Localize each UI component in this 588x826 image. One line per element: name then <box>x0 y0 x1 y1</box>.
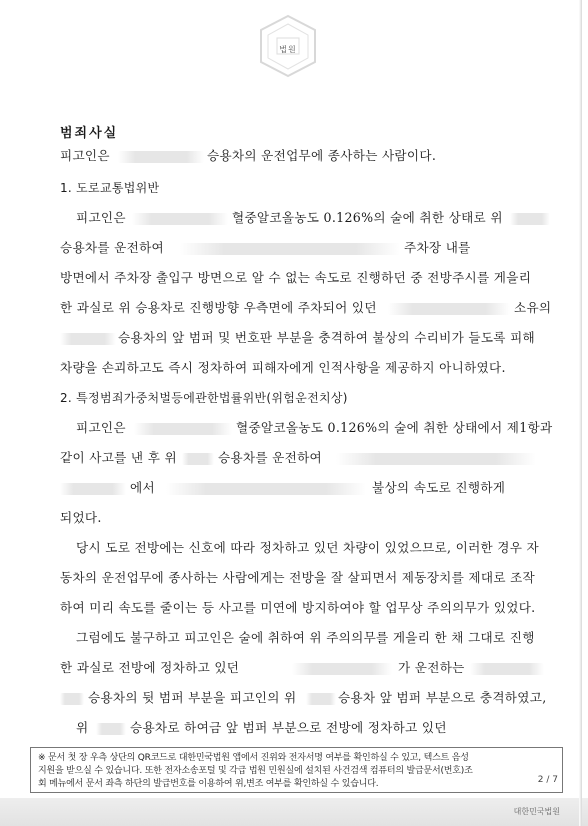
section1-line: 한 과실로 위 승용차로 진행방향 우측면에 주차되어 있던 <box>60 300 377 315</box>
redaction <box>166 483 366 495</box>
section2-line: 그럼에도 불구하고 피고인은 술에 취하여 위 주의의무를 게을리 한 채 그대로 진행 <box>76 630 535 645</box>
redaction <box>96 723 126 735</box>
redaction <box>60 693 84 705</box>
section2-line: 위 <box>76 720 89 735</box>
section2-line: 에서 <box>130 480 155 495</box>
redaction <box>336 453 536 465</box>
section2-heading: 2. 특정범죄가중처벌등에관한법률위반(위험운전치상) <box>60 391 348 405</box>
section2-line: 승용차의 뒷 범퍼 부분을 피고인의 위 <box>88 690 297 705</box>
section2-line: 승용차 앞 범퍼 부분으로 충격하였고, <box>338 690 547 705</box>
page-number: 2 / 7 <box>537 775 558 785</box>
redaction <box>388 303 510 315</box>
section2-line: 불상의 속도로 진행하게 <box>372 480 506 495</box>
verification-notice-line: 지원을 받으실 수 있습니다. 또한 전자소송포털 및 각급 법원 민원실에 설치된 사건검색 컴퓨터의 발급문서(번호)조 <box>38 766 473 776</box>
verification-notice-line: ※ 문서 첫 장 우측 상단의 QR코드로 대한민국법원 앱에서 진위와 전자서명 여부를 확인하실 수 있고, 텍스트 음성 <box>38 753 469 763</box>
redaction <box>292 663 392 675</box>
section2-line: 되었다. <box>60 510 102 525</box>
section2-line: 같이 사고를 낸 후 위 <box>60 450 177 465</box>
page-edge <box>579 0 582 826</box>
redaction <box>60 483 126 495</box>
section1-heading: 1. 도로교통법위반 <box>60 181 160 195</box>
section2-line: 승용차를 운전하여 <box>218 450 323 465</box>
section1-line: 승용차를 운전하여 <box>60 240 165 255</box>
section1-line: 승용차의 앞 범퍼 및 번호판 부분을 충격하여 불상의 수리비가 들도록 피해 <box>118 330 535 345</box>
section2-line: 피고인은 <box>76 420 126 435</box>
section2-line: 혈중알코올농도 0.126%의 술에 취한 상태에서 제1항과 <box>236 420 553 435</box>
redaction <box>306 693 336 705</box>
section-title: 범죄사실 <box>60 126 119 141</box>
section1-line: 차량을 손괴하고도 즉시 정차하여 피해자에게 인적사항을 제공하지 아니하였다. <box>60 360 506 375</box>
section2-line: 가 운전하는 <box>398 660 465 675</box>
court-mark: 대한민국법원 <box>513 807 560 816</box>
redaction <box>510 213 550 225</box>
section1-line: 피고인은 <box>76 210 126 225</box>
redaction <box>180 243 400 255</box>
intro-suffix: 승용차의 운전업무에 종사하는 사람이다. <box>207 148 437 163</box>
section2-line: 한 과실로 전방에 정차하고 있던 <box>60 660 240 675</box>
seal-label: 법원 <box>279 45 297 54</box>
verification-notice-line: 회 메뉴에서 문서 좌측 하단의 발급번호를 이용하여 위,변조 여부를 확인하실 수 있습니다. <box>38 779 379 789</box>
redaction <box>132 213 228 225</box>
redaction <box>60 333 116 345</box>
section2-line: 승용차로 하여금 앞 범퍼 부분으로 전방에 정차하고 있던 <box>130 720 447 735</box>
issue-number-strip <box>0 798 588 826</box>
section1-line: 주차장 내를 <box>404 240 471 255</box>
redaction <box>118 151 204 163</box>
section1-line: 혈중알코올농도 0.126%의 술에 취한 상태로 위 <box>232 210 503 225</box>
section1-line: 소유의 <box>514 300 552 315</box>
section2-line: 동차의 운전업무에 종사하는 사람에게는 전방을 잘 살피면서 제동장치를 제대로 조작 <box>60 570 536 585</box>
redaction <box>182 453 214 465</box>
intro-prefix: 피고인은 <box>60 148 110 163</box>
section1-line: 방면에서 주차장 출입구 방면으로 알 수 없는 속도로 진행하던 중 전방주시를 게을리 <box>60 270 532 285</box>
redaction <box>470 663 544 675</box>
section2-line: 당시 도로 전방에는 신호에 따라 정차하고 있던 차량이 있었으므로, 이러한 경우 자 <box>76 540 540 555</box>
section2-line: 하여 미리 속도를 줄이는 등 사고를 미연에 방지하여야 할 업무상 주의의무가 있었다. <box>60 600 536 615</box>
redaction <box>134 423 232 435</box>
